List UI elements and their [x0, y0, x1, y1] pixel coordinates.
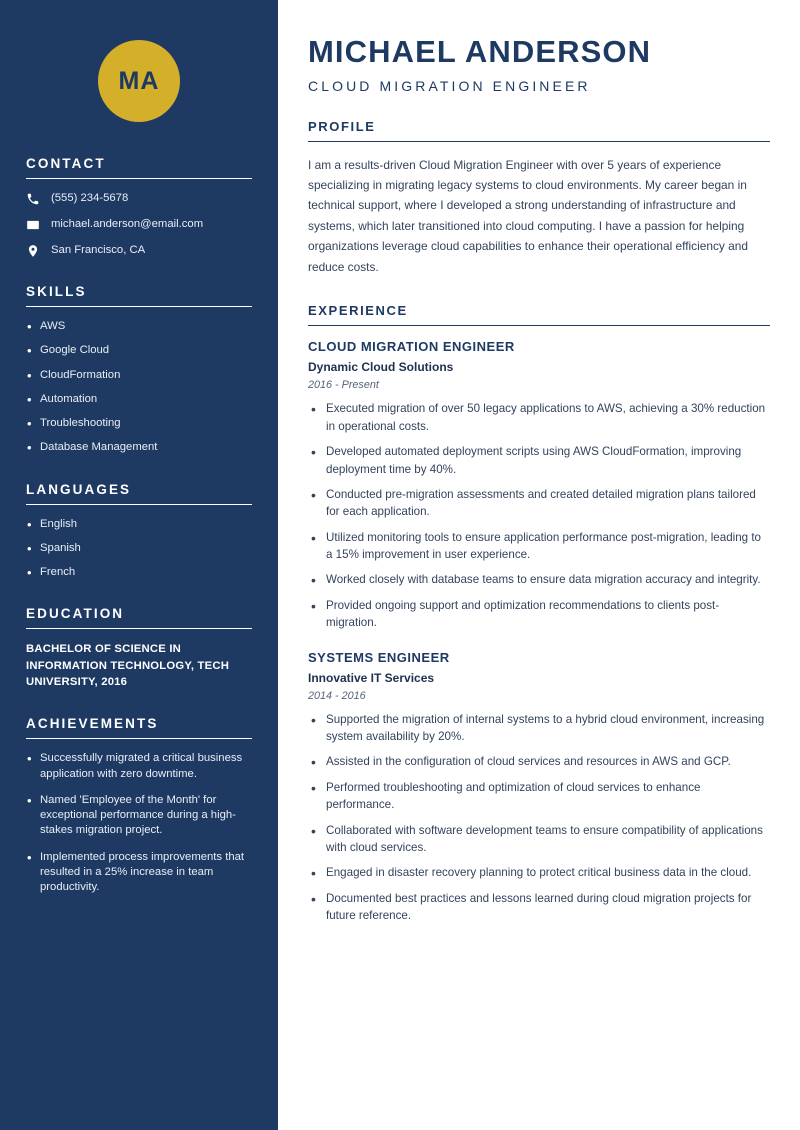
page-title: MICHAEL ANDERSON: [308, 34, 652, 69]
list-item: • Developed automated deployment scripts using AWS CloudFormation, improving deployment time by 40%.: [308, 443, 770, 478]
header-job-title: CLOUD MIGRATION ENGINEER: [308, 77, 591, 94]
education-section: [0, 606, 278, 690]
avatar-initials: MA: [98, 40, 180, 122]
list-item: • Spanish: [26, 541, 252, 556]
list-item: • Troubleshooting: [26, 416, 252, 431]
list-item: • Worked closely with database teams to ensure data migration accuracy and integrity.: [308, 571, 770, 588]
achievements-heading: ACHIEVEMENTS: [26, 716, 252, 739]
list-item: • Successfully migrated a critical business application with zero downtime.: [26, 751, 252, 782]
avatar-container: [0, 0, 278, 156]
job-role: SYSTEMS ENGINEER: [308, 649, 450, 665]
job-dates: 2016 - Present: [308, 379, 379, 392]
contact-item-email: [26, 217, 252, 232]
achievements-list: [26, 751, 252, 895]
contact-value-location: San Francisco, CA: [51, 244, 146, 256]
list-item: • AWS: [26, 319, 252, 334]
skills-heading: SKILLS: [26, 284, 252, 307]
job-company: Innovative IT Services: [308, 670, 435, 685]
list-item: • CloudFormation: [26, 368, 252, 383]
languages-heading: LANGUAGES: [26, 482, 252, 505]
job-company: Dynamic Cloud Solutions: [308, 360, 454, 375]
contact-value-phone: (555) 234-5678: [51, 192, 129, 204]
list-item: • Supported the migration of internal systems to a hybrid cloud environment, increasing system availability by 20%.: [308, 711, 770, 746]
list-item: • Performed troubleshooting and optimization of cloud services to enhance performance.: [308, 779, 770, 814]
phone-icon: [26, 192, 40, 206]
education-text: BACHELOR OF SCIENCE IN INFORMATION TECHNOLOGY, TECH UNIVERSITY, 2016: [26, 643, 230, 688]
job-dates: 2014 - 2016: [308, 689, 366, 702]
list-item: • Conducted pre-migration assessments and created detailed migration plans tailored for each application.: [308, 486, 770, 521]
list-item: • Implemented process improvements that resulted in a 25% increase in team productivity.: [26, 850, 252, 896]
experience-entry-2: [308, 650, 770, 925]
list-item: • Google Cloud: [26, 343, 252, 358]
profile-heading: PROFILE: [308, 119, 770, 142]
list-item: • English: [26, 517, 252, 532]
list-item: • Executed migration of over 50 legacy applications to AWS, achieving a 30% reduction in operational costs.: [308, 400, 770, 435]
skills-list: [26, 319, 252, 456]
experience-section: [308, 303, 770, 924]
skills-section: [0, 284, 278, 456]
experience-heading: EXPERIENCE: [308, 303, 770, 326]
education-heading: EDUCATION: [26, 606, 252, 629]
email-icon: [26, 218, 40, 232]
sidebar: [0, 0, 278, 1130]
profile-section: [308, 119, 770, 278]
list-item: • Automation: [26, 392, 252, 407]
list-item: • French: [26, 565, 252, 580]
list-item: • Engaged in disaster recovery planning to protect critical business data in the cloud.: [308, 864, 770, 881]
location-pin-icon: [26, 244, 40, 258]
contact-section: [0, 156, 278, 258]
contact-value-email: michael.anderson@email.com: [51, 218, 204, 230]
profile-text: I am a results-driven Cloud Migration Engineer with over 5 years of experience specializing in migrating legacy systems to cloud environments. My career began in technical support, where I developed a strong understanding of infrastructure and systems, which later transitioned into cloud computing. I have a passion for helping organizations leverage cloud capabilities to enhance their operational efficiency and reduce costs.: [308, 157, 749, 274]
list-item: • Documented best practices and lessons learned during cloud migration projects for future reference.: [308, 890, 770, 925]
contact-item-phone: [26, 191, 252, 206]
list-item: • Assisted in the configuration of cloud services and resources in AWS and GCP.: [308, 753, 770, 770]
list-item: • Collaborated with software development teams to ensure compatibility of applications with cloud services.: [308, 822, 770, 857]
list-item: • Utilized monitoring tools to ensure application performance post-migration, leading to a 15% improvement in user experience.: [308, 529, 770, 564]
languages-list: [26, 517, 252, 581]
achievements-section: [0, 716, 278, 895]
experience-entry-1: [308, 339, 770, 631]
job-role: CLOUD MIGRATION ENGINEER: [308, 339, 515, 355]
languages-section: [0, 482, 278, 581]
list-item: • Provided ongoing support and optimization recommendations to clients post-migration.: [308, 597, 770, 632]
list-item: • Named 'Employee of the Month' for exceptional performance during a high-stakes migration project.: [26, 793, 252, 839]
job-points-list: [308, 400, 770, 631]
list-item: • Database Management: [26, 440, 252, 455]
contact-heading: CONTACT: [26, 156, 252, 179]
main-content: [278, 0, 800, 1130]
job-points-list: [308, 711, 770, 925]
contact-item-location: [26, 243, 252, 258]
